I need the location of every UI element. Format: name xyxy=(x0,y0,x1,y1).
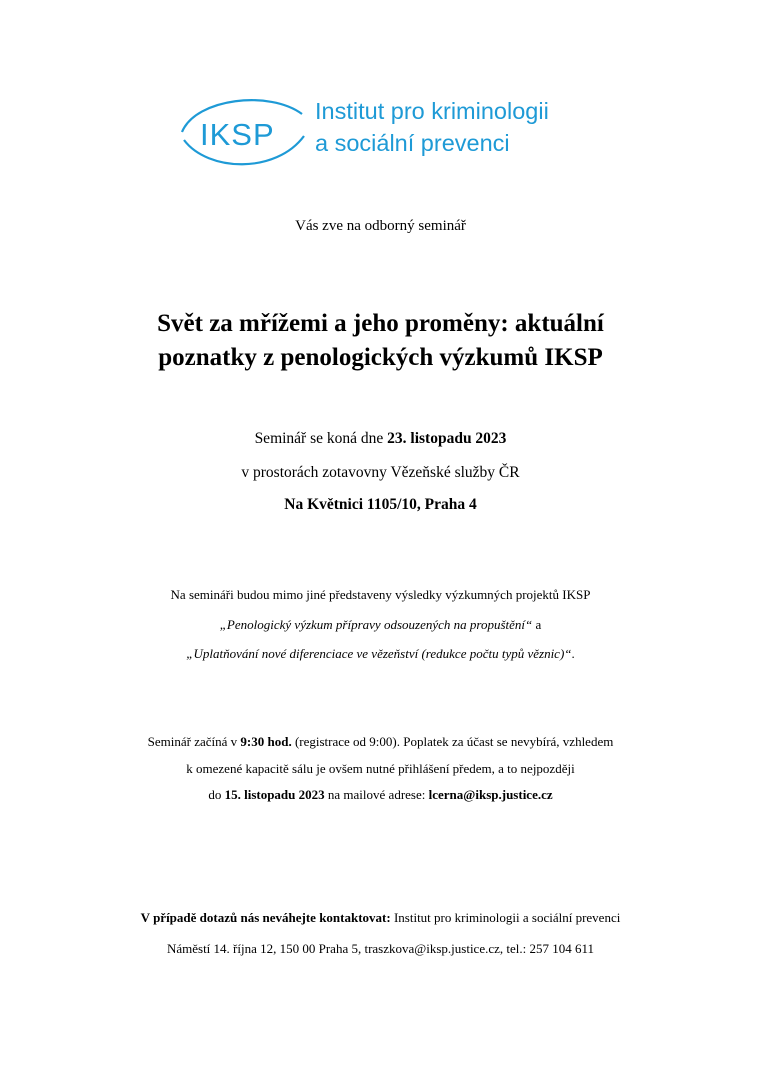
schedule-line1 xyxy=(0,733,761,751)
logo-name-line2: a sociální prevenci xyxy=(315,130,510,156)
schedule-line2: k omezené kapacitě sálu je ovšem nutné přihlášení předem, a to nejpozději xyxy=(186,761,575,776)
project-line1 xyxy=(0,616,761,634)
project-line2 xyxy=(0,645,761,663)
project-end: . xyxy=(571,646,575,661)
project2-title: „Uplatňování nové diferenciace ve vězeňství (redukce počtu typů věznic)“ xyxy=(186,646,572,661)
project1-title: „Penologický výzkum přípravy odsouzených na propuštění“ xyxy=(219,617,533,632)
iksp-logo xyxy=(178,92,598,174)
contact-line1 xyxy=(0,909,761,927)
start-rest: (registrace od 9:00). Poplatek za účast se nevybírá, vzhledem xyxy=(291,734,614,749)
contact-details: Náměstí 14. října 12, 150 00 Praha 5, traszkova@iksp.justice.cz, tel.: 257 104 611 xyxy=(166,941,595,956)
schedule-line3 xyxy=(0,786,761,804)
logo-name-line1: Institut pro kriminologii xyxy=(315,98,549,124)
project-connector: a xyxy=(532,617,542,632)
logo-abbr: IKSP xyxy=(200,117,275,152)
contact-label: V případě dotazů nás neváhejte kontaktovat: xyxy=(140,910,391,925)
event-date-line xyxy=(0,430,761,448)
event-venue: v prostorách zotavovny Vězeňské služby ČR xyxy=(241,464,520,481)
projects-intro: Na semináři budou mimo jiné představeny výsledky výzkumných projektů IKSP xyxy=(170,587,591,602)
event-date: 23. listopadu 2023 xyxy=(387,430,507,447)
invitation-text: Vás zve na odborný seminář xyxy=(295,218,466,234)
event-address: Na Květnici 1105/10, Praha 4 xyxy=(284,496,477,513)
deadline-prefix: do xyxy=(208,787,225,802)
deadline-mid: na mailové adrese: xyxy=(324,787,429,802)
start-time: 9:30 hod. xyxy=(240,734,292,749)
registration-deadline: 15. listopadu 2023 xyxy=(224,787,325,802)
iksp-logo-mark xyxy=(178,92,308,174)
registration-email[interactable]: lcerna@iksp.justice.cz xyxy=(428,787,553,802)
seminar-title-line1: Svět za mřížemi a jeho proměny: aktuální xyxy=(157,310,604,337)
start-prefix: Seminář začíná v xyxy=(147,734,241,749)
seminar-title-line2: poznatky z penologických výzkumů IKSP xyxy=(158,344,603,371)
event-date-prefix: Seminář se koná dne xyxy=(254,430,388,447)
contact-institute: Institut pro kriminologii a sociální prevenci xyxy=(390,910,621,925)
